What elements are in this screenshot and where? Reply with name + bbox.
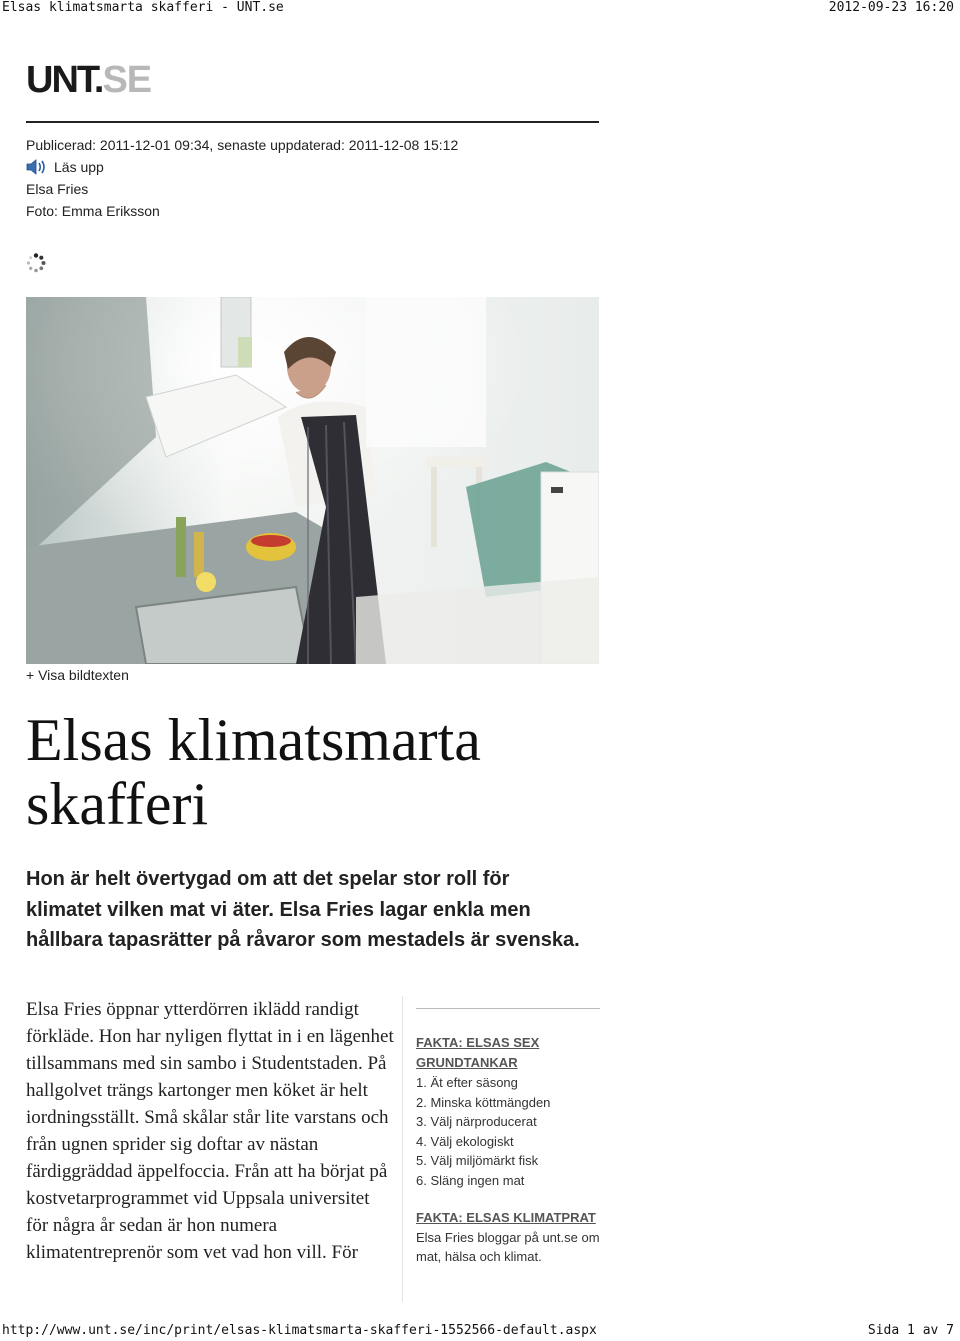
fact-item: 3. Välj närproducerat: [416, 1114, 537, 1130]
speaker-icon: [26, 158, 48, 176]
article-meta: [26, 134, 458, 222]
listen-label: Läs upp: [54, 159, 104, 175]
fact-list: [416, 1073, 600, 1191]
loading-spinner-icon: [26, 253, 46, 273]
fact-item: 4. Välj ekologiskt: [416, 1133, 514, 1149]
fact-text-klimatprat: Elsa Fries bloggar på unt.se om mat, hälsa och klimat.: [416, 1229, 600, 1265]
author: Elsa Fries: [26, 181, 89, 197]
article-lead: Hon är helt övertygad om att det spelar stor roll för klimatet vilken mat vi äter. Elsa Fries lagar enkla men hållbara tapasrätter på råvaror som mestadels är svenska.: [26, 868, 580, 951]
print-header-datetime: 2012-09-23 16:20: [828, 0, 954, 15]
fact-title-klimatprat[interactable]: FAKTA: ELSAS KLIMATPRAT: [416, 1209, 596, 1225]
print-footer-page: Sida 1 av 7: [867, 1323, 954, 1338]
fact-item: 1. Ät efter säsong: [416, 1075, 518, 1090]
listen-button[interactable]: [26, 156, 458, 178]
print-header-title: Elsas klimatsmarta skafferi - UNT.se: [2, 0, 284, 15]
fact-item: 2. Minska köttmängden: [416, 1094, 551, 1110]
site-logo[interactable]: [26, 60, 151, 100]
article-photo[interactable]: [26, 297, 599, 664]
fact-item: 6. Släng ingen mat: [416, 1172, 525, 1188]
factbox-rule: [416, 1008, 600, 1009]
show-caption-link[interactable]: + Visa bildtexten: [26, 667, 129, 683]
print-header: [0, 0, 960, 16]
print-footer: [0, 1323, 960, 1341]
fact-box: [416, 1008, 600, 1267]
print-footer-url: http://www.unt.se/inc/print/elsas-klimatsmarta-skafferi-1552566-default.aspx: [2, 1323, 597, 1338]
article-body: Elsa Fries öppnar ytterdörren iklädd randigt förkläde. Hon har nyligen flyttat in i en lägenhet tillsammans med sin sambo i Studentstaden. På hallgolvet trängs kartonger men köket är helt iordningsställt. Små skålar står lite varstans och från ugnen sprider sig doftar av nästan färdiggräddad äppelfoccia. Från att ha börjat på kostvetarprogrammet vid Uppsala universitet för några år sedan är hon numera klimatentreprenör som vet vad hon vill. För: [26, 999, 394, 1263]
logo-part1: UNT.: [26, 59, 103, 101]
photo-credit: Foto: Emma Eriksson: [26, 203, 160, 219]
logo-part2: SE: [102, 59, 152, 101]
logo-divider: [26, 121, 599, 123]
article-headline: Elsas klimatsmarta skafferi: [26, 707, 481, 837]
kitchen-photo-illustration: [26, 297, 599, 664]
fact-title-grundtankar[interactable]: FAKTA: ELSAS SEX GRUNDTANKAR: [416, 1035, 540, 1070]
fact-item: 5. Välj miljömärkt fisk: [416, 1153, 539, 1169]
column-divider: [402, 996, 403, 1302]
published-date: Publicerad: 2011-12-01 09:34, senaste uppdaterad: 2011-12-08 15:12: [26, 137, 459, 153]
